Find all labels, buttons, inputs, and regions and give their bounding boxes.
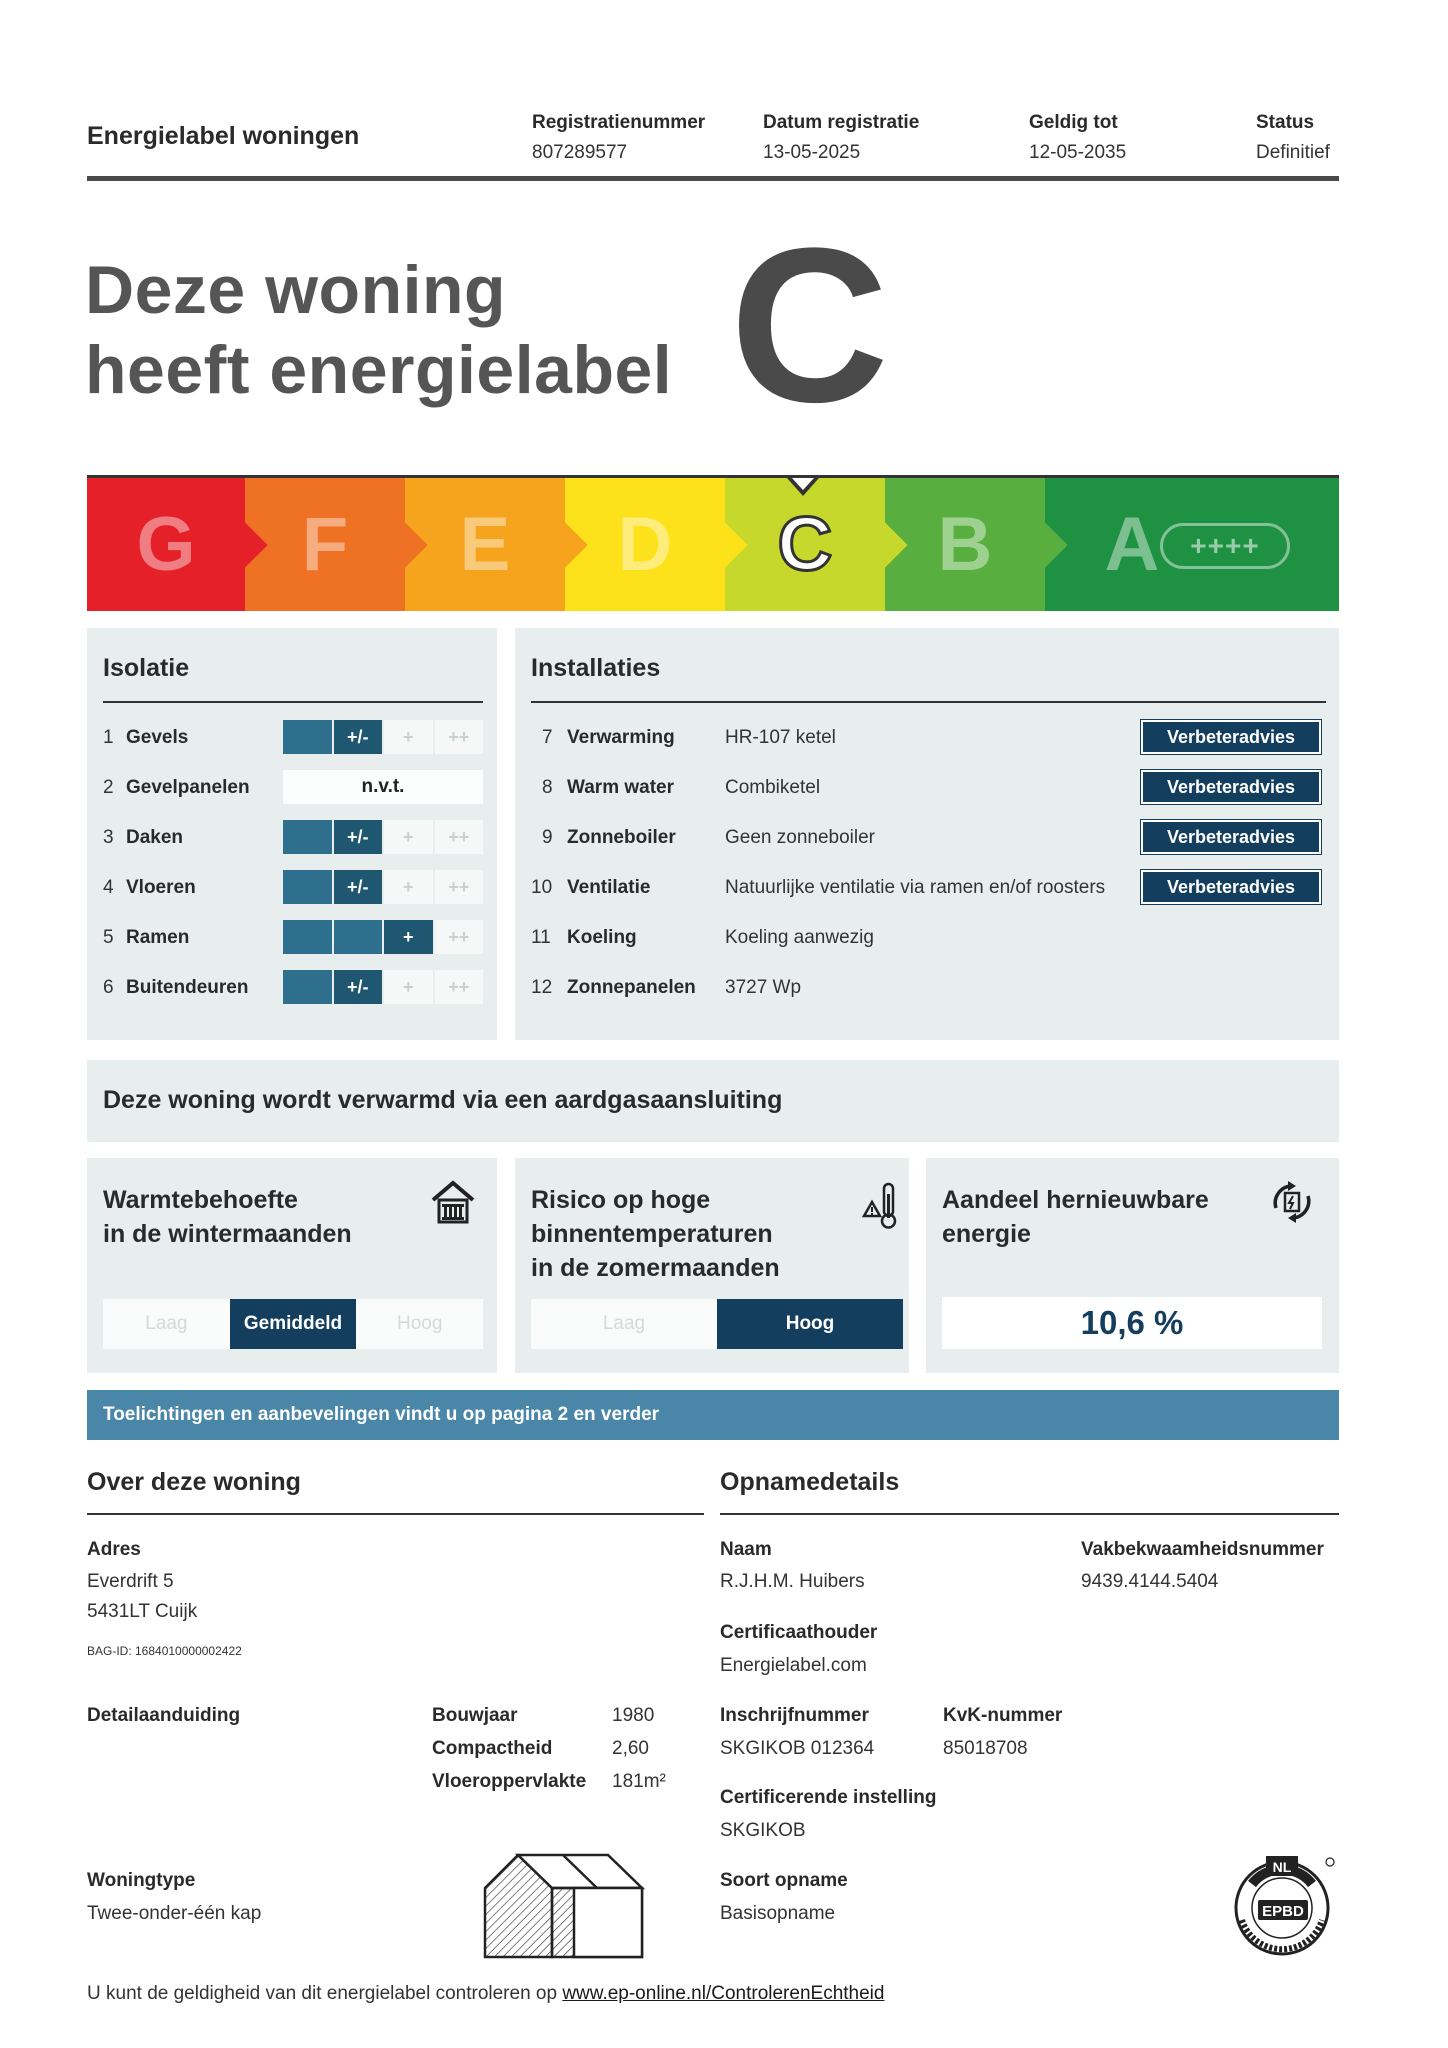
insulation-rating-bar (283, 820, 483, 854)
row-value: 3727 Wp (725, 977, 802, 998)
soort-opname-value: Basisopname (720, 1903, 836, 1924)
isolatie-rule (103, 701, 483, 703)
over-rule (87, 1513, 704, 1515)
rating-cell: +/- (334, 720, 383, 754)
detail-label: Detailaanduiding (87, 1705, 241, 1726)
inschrijfnummer-value: SKGIKOB 012364 (720, 1738, 875, 1759)
verbeteradvies-button[interactable]: Verbeteradvies (1141, 820, 1321, 854)
scale-class-d (565, 478, 725, 611)
scale-class-letter: B (937, 502, 993, 587)
certificaathouder-label: Certificaathouder (720, 1622, 878, 1643)
aandeel-line1: Aandeel hernieuwbare (942, 1186, 1209, 1214)
scale-class-e (405, 478, 565, 611)
row-number: 10 (531, 877, 553, 898)
rating-cell: + (384, 820, 433, 854)
risico-line2: binnentemperaturen (531, 1220, 773, 1248)
woningtype-value: Twee-onder-één kap (87, 1903, 262, 1924)
risico-line1: Risico op hoge (531, 1186, 711, 1214)
row-label: Koeling (567, 927, 637, 948)
row-label: Gevels (126, 727, 189, 748)
document-title: Energielabel woningen (87, 122, 360, 150)
over-title: Over deze woning (87, 1468, 301, 1496)
bouwjaar-value: 1980 (612, 1705, 655, 1726)
row-number: 6 (103, 977, 114, 998)
row-number: 8 (542, 777, 553, 798)
thermometer-warning-icon (860, 1180, 900, 1230)
scale-class-g (87, 478, 245, 611)
a-plus-badge: ++++ (1160, 523, 1290, 569)
epbd-logo-badge: NL (1272, 1859, 1292, 1875)
warmte-level-gemiddeld: Gemiddeld (230, 1299, 357, 1349)
footer-text (87, 1983, 884, 2005)
bag-id: BAG-ID: 1684010000002422 (87, 1644, 242, 1658)
scale-class-letter: E (459, 502, 511, 587)
rating-cell: ++ (435, 920, 484, 954)
kvk-label: KvK-nummer (943, 1705, 1063, 1726)
row-label: Verwarming (567, 727, 675, 748)
rating-cell: + (384, 870, 433, 904)
vloeroppervlakte-value: 181m² (612, 1771, 666, 1792)
insulation-rating-bar (283, 870, 483, 904)
header-divider (87, 176, 1339, 181)
geldig-tot-label: Geldig tot (1029, 112, 1118, 133)
warmte-level-laag: Laag (103, 1299, 230, 1349)
headline (85, 250, 672, 410)
row-label: Ventilatie (567, 877, 651, 898)
compactheid-label: Compactheid (432, 1738, 553, 1759)
row-number: 7 (542, 727, 553, 748)
inschrijfnummer-label: Inschrijfnummer (720, 1705, 869, 1726)
vakbekwaamheid-label: Vakbekwaamheidsnummer (1081, 1539, 1324, 1560)
rating-cell (283, 920, 332, 954)
aandeel-title (942, 1183, 1209, 1251)
row-label: Zonneboiler (567, 827, 676, 848)
scale-class-f (245, 478, 405, 611)
aandeel-value: 10,6 % (942, 1297, 1322, 1349)
footer-sentence: U kunt de geldigheid van dit energielabel controleren op (87, 1983, 558, 2004)
row-number: 11 (531, 927, 551, 948)
house-type-icon (482, 1850, 646, 1960)
risico-level-hoog: Hoog (717, 1299, 903, 1349)
rating-cell (283, 970, 332, 1004)
registratienummer-label: Registratienummer (532, 112, 706, 133)
rating-cell (283, 720, 332, 754)
epbd-logo (1230, 1850, 1340, 1960)
rating-cell (334, 920, 383, 954)
insulation-rating-bar (283, 720, 483, 754)
insulation-rating-bar (283, 970, 483, 1004)
opname-rule (720, 1513, 1339, 1515)
headline-line2: heeft energielabel (85, 332, 673, 408)
rating-cell: + (384, 970, 433, 1004)
scale-class-letter: F (301, 502, 349, 587)
energy-label-letter: C (730, 202, 889, 448)
row-number: 12 (531, 977, 553, 998)
isolatie-title: Isolatie (103, 654, 190, 682)
rating-cell: +/- (334, 970, 383, 1004)
verbeteradvies-button[interactable]: Verbeteradvies (1141, 720, 1321, 754)
warmte-level-hoog: Hoog (356, 1299, 483, 1349)
row-label: Vloeren (126, 877, 196, 898)
kvk-value: 85018708 (943, 1738, 1028, 1759)
toelichting-text: Toelichtingen en aanbevelingen vindt u op pagina 2 en verder (103, 1404, 660, 1425)
row-value: Koeling aanwezig (725, 927, 874, 948)
datum-registratie-value: 13-05-2025 (763, 142, 861, 163)
datum-registratie-field (763, 112, 919, 164)
rating-cell: + (384, 920, 433, 954)
row-number: 2 (103, 777, 114, 798)
scale-class-letter: G (136, 502, 196, 587)
risico-level-laag: Laag (531, 1299, 717, 1349)
risico-line3: in de zomermaanden (531, 1254, 780, 1282)
row-label: Gevelpanelen (126, 777, 250, 798)
rating-cell: ++ (435, 970, 484, 1004)
row-number: 4 (103, 877, 114, 898)
woningtype-label: Woningtype (87, 1870, 196, 1891)
epbd-logo-text: EPBD (1262, 1903, 1304, 1920)
row-label: Warm water (567, 777, 674, 798)
certificaathouder-value: Energielabel.com (720, 1655, 867, 1676)
rating-cell (283, 870, 332, 904)
house-heating-icon (430, 1180, 476, 1224)
vakbekwaamheid-value: 9439.4144.5404 (1081, 1571, 1219, 1592)
rating-cell: + (384, 720, 433, 754)
row-label: Ramen (126, 927, 190, 948)
vloeroppervlakte-label: Vloeroppervlakte (432, 1771, 587, 1792)
adres-label: Adres (87, 1539, 141, 1560)
rating-cell (283, 820, 332, 854)
rating-cell: ++ (435, 870, 484, 904)
opname-title: Opnamedetails (720, 1468, 900, 1496)
status-value: Definitief (1256, 142, 1330, 163)
rating-nvt: n.v.t. (283, 770, 483, 804)
scale-class-letter: C (777, 502, 833, 587)
row-value: Combiketel (725, 777, 821, 798)
heating-banner-text: Deze woning wordt verwarmd via een aardgasaansluiting (103, 1086, 783, 1114)
row-number: 1 (103, 727, 114, 748)
rating-cell: +/- (334, 820, 383, 854)
soort-opname-label: Soort opname (720, 1870, 848, 1891)
ep-online-link[interactable]: www.ep-online.nl/ControlerenEchtheid (562, 1983, 885, 2004)
scale-class-letter: D (617, 502, 673, 587)
row-label: Buitendeuren (126, 977, 249, 998)
installaties-title: Installaties (531, 654, 661, 682)
warmtebehoefte-level (103, 1299, 483, 1349)
scale-pointer-inner (792, 478, 814, 490)
row-number: 9 (542, 827, 553, 848)
status-field (1256, 112, 1330, 164)
scale-class-b (885, 478, 1045, 611)
bouwjaar-label: Bouwjaar (432, 1705, 518, 1726)
adres-line1: Everdrift 5 (87, 1571, 174, 1592)
row-number: 5 (103, 927, 114, 948)
row-value: Geen zonneboiler (725, 827, 875, 848)
geldig-tot-value: 12-05-2035 (1029, 142, 1127, 163)
adres-line2: 5431LT Cuijk (87, 1601, 198, 1622)
rating-cell: ++ (435, 720, 484, 754)
compactheid-value: 2,60 (612, 1738, 649, 1759)
warmtebehoefte-title (103, 1183, 352, 1251)
insulation-rating-bar (283, 920, 483, 954)
renewable-energy-icon (1266, 1178, 1318, 1226)
verbeteradvies-button[interactable]: Verbeteradvies (1141, 870, 1321, 904)
risico-level (531, 1299, 903, 1349)
scale-class-letter: A (1104, 502, 1160, 587)
scale-class-c (725, 478, 885, 611)
row-label: Daken (126, 827, 184, 848)
row-label: Zonnepanelen (567, 977, 696, 998)
status-label: Status (1256, 112, 1315, 133)
naam-label: Naam (720, 1539, 772, 1560)
risico-title (531, 1183, 780, 1285)
registratienummer-value: 807289577 (532, 142, 628, 163)
energy-scale (87, 478, 1339, 611)
certificerende-instelling-label: Certificerende instelling (720, 1787, 937, 1808)
geldig-tot-field (1029, 112, 1126, 164)
headline-line1: Deze woning (85, 252, 507, 328)
installaties-rule (531, 701, 1326, 703)
warmtebehoefte-line1: Warmtebehoefte (103, 1186, 298, 1214)
aandeel-line2: energie (942, 1220, 1031, 1248)
row-value: Natuurlijke ventilatie via ramen en/of roosters (725, 877, 1106, 898)
row-value: HR-107 ketel (725, 727, 836, 748)
verbeteradvies-button[interactable]: Verbeteradvies (1141, 770, 1321, 804)
registratienummer-field (532, 112, 705, 164)
naam-value: R.J.H.M. Huibers (720, 1571, 865, 1592)
rating-cell: ++ (435, 820, 484, 854)
warmtebehoefte-line2: in de wintermaanden (103, 1220, 352, 1248)
certificerende-instelling-value: SKGIKOB (720, 1820, 806, 1841)
row-number: 3 (103, 827, 114, 848)
rating-cell: +/- (334, 870, 383, 904)
datum-registratie-label: Datum registratie (763, 112, 920, 133)
